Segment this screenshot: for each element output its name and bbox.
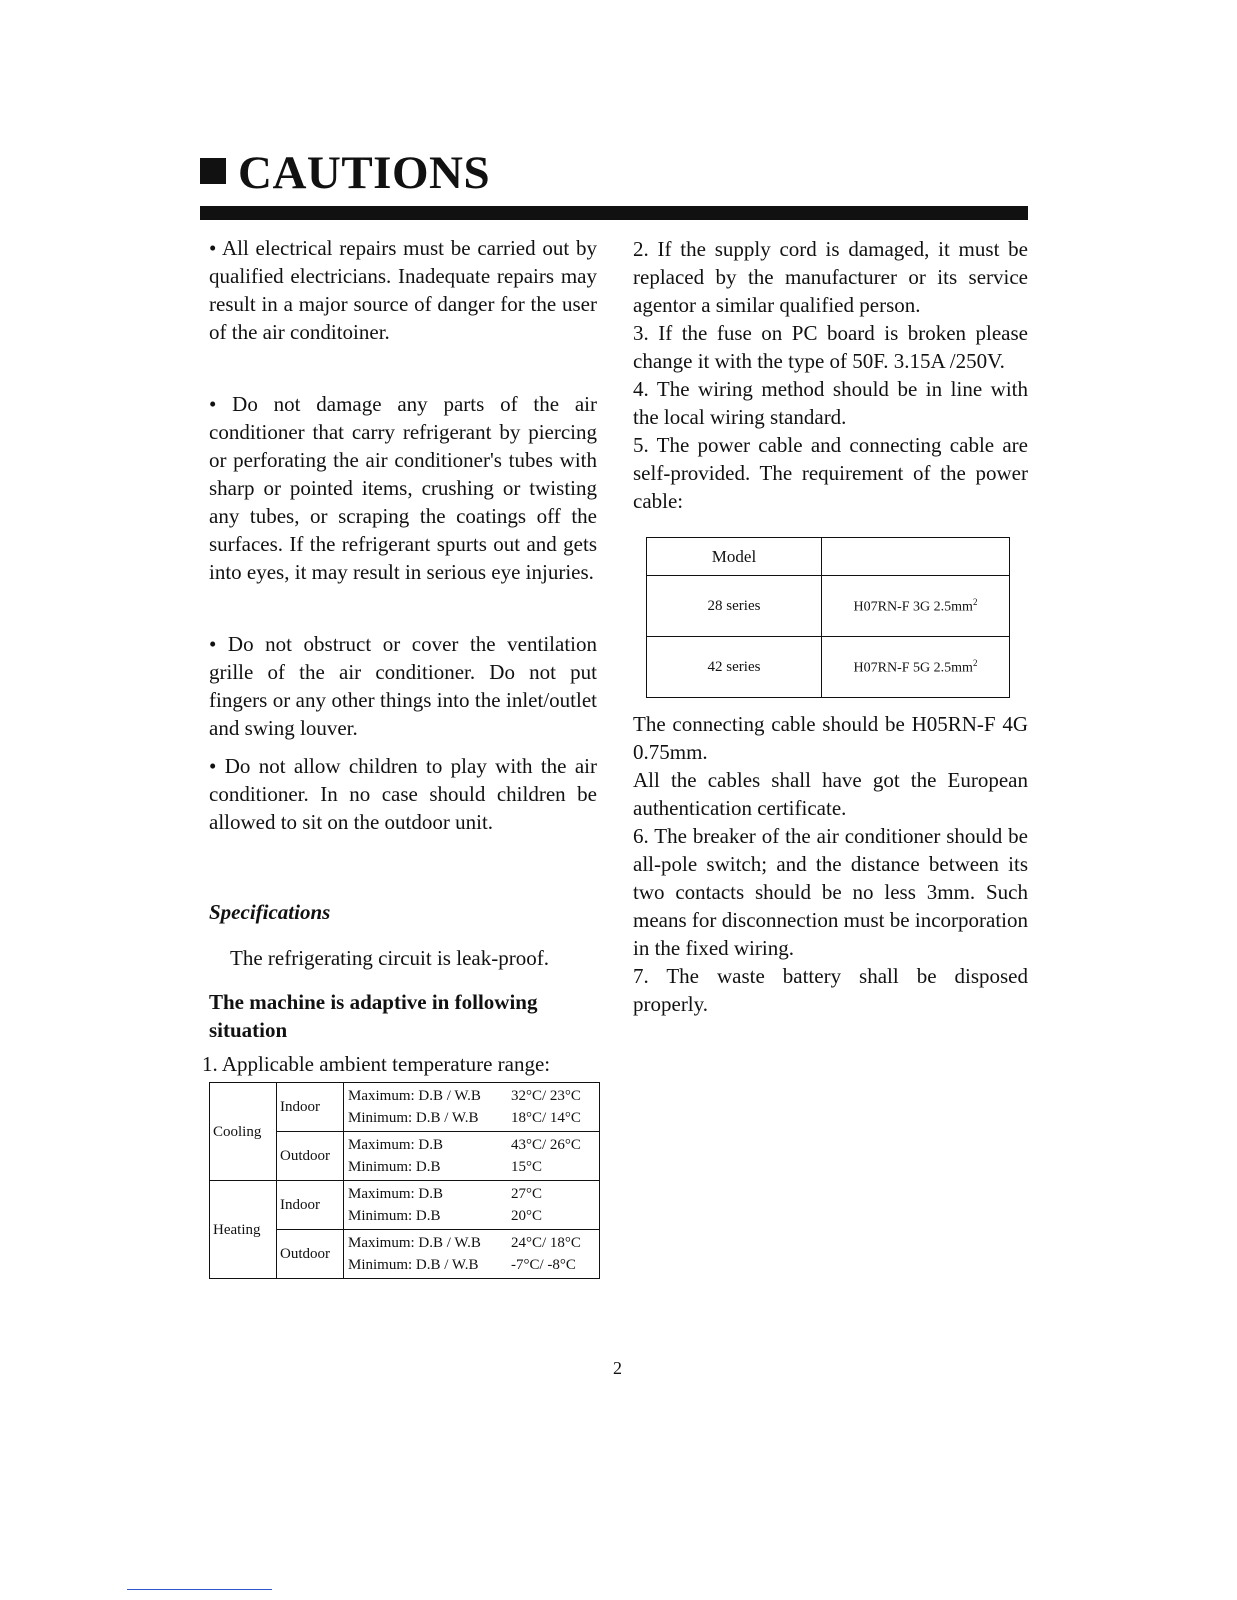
heating-indoor-max-label: Maximum: D.B [348,1186,444,1202]
title-square-icon [200,158,226,184]
page-number: 2 [613,1358,622,1378]
item-fuse: 3. If the fuse on PC board is broken please change it with the type of 50F. 3.15A /250V. [633,321,1028,373]
temperature-table [209,1082,600,1279]
cable-cell [822,576,1010,637]
heating-outdoor-min-label: Minimum: D.B / W.B [348,1257,479,1273]
cable-spec: H07RN-F 5G 2.5mm [853,660,973,676]
cooling-indoor-min-label: Minimum: D.B / W.B [348,1110,479,1126]
title-rule [200,206,1028,220]
footer-link-underline [127,1589,272,1590]
cable-spec-superscript: 2 [972,657,978,668]
caution-bullet-children: • Do not allow children to play with the air conditioner. In no case should children be allowed to sit on the outdoor unit. [209,754,597,834]
cooling-outdoor-label: Outdoor [277,1132,344,1181]
heating-outdoor-values [344,1230,600,1279]
heating-outdoor-label: Outdoor [277,1230,344,1279]
heating-indoor-values [344,1181,600,1230]
right-lower-column [633,710,1028,1018]
table-row [210,1181,600,1230]
model-cell: 42 series [647,637,822,698]
heating-outdoor-max-value: 24°C/ 18°C [511,1235,581,1251]
cooling-label: Cooling [210,1083,277,1181]
left-column [209,234,597,880]
page-title [200,143,490,203]
table-row [647,637,1010,698]
heating-indoor-min-value: 20°C [511,1208,543,1224]
table-row [210,1083,600,1132]
table-row [647,576,1010,637]
power-cable-table [646,537,1010,698]
item-wiring-method: 4. The wiring method should be in line with the local wiring standard. [633,377,1028,429]
table-row [647,538,1010,576]
breaker-item: 6. The breaker of the air conditioner should be all-pole switch; and the distance between its two contacts should be no less 3mm. Such means for disconnection must be incorporation in the fixed wiring. [633,824,1028,960]
caution-bullet-repairs: • All electrical repairs must be carried out by qualified electricians. Inadequate repairs may result in a major source of danger for the user of the air conditoiner. [209,236,597,344]
cooling-indoor-values [344,1083,600,1132]
cooling-outdoor-max-label: Maximum: D.B [348,1137,444,1153]
heating-label: Heating [210,1181,277,1279]
certificate-note: All the cables shall have got the European authentication certificate. [633,768,1028,820]
cooling-outdoor-min-label: Minimum: D.B [348,1159,441,1175]
model-header: Model [647,538,822,576]
cable-spec: H07RN-F 3G 2.5mm [853,599,973,615]
cable-spec-superscript: 2 [972,596,978,607]
heating-indoor-max-value: 27°C [511,1186,543,1202]
specifications-heading: Specifications [209,900,331,924]
adaptive-heading: The machine is adaptive in following situation [209,990,538,1042]
model-cell: 28 series [647,576,822,637]
cooling-indoor-max-label: Maximum: D.B / W.B [348,1088,481,1104]
heating-indoor-min-label: Minimum: D.B [348,1208,441,1224]
cable-cell [822,637,1010,698]
item-power-cable: 5. The power cable and connecting cable are self-provided. The requirement of the power cable: [633,433,1028,513]
connecting-cable-note: The connecting cable should be H05RN-F 4G 0.75mm. [633,712,1028,764]
specifications-text: The refrigerating circuit is leak-proof. [230,946,549,970]
cooling-indoor-min-value: 18°C/ 14°C [511,1110,581,1126]
cooling-outdoor-values [344,1132,600,1181]
right-column [633,235,1028,515]
cooling-indoor-max-value: 32°C/ 23°C [511,1088,581,1104]
caution-bullet-ventilation: • Do not obstruct or cover the ventilation grille of the air conditioner. Do not put fingers or any other things into the inlet/outlet and swing louver. [209,632,597,740]
heating-indoor-label: Indoor [277,1181,344,1230]
cable-header [822,538,1010,576]
cooling-indoor-label: Indoor [277,1083,344,1132]
page-title-text: CAUTIONS [238,147,491,199]
caution-bullet-refrigerant: • Do not damage any parts of the air conditioner that carry refrigerant by piercing or perforating the air conditioner's tubes with sharp or pointed items, crushing or twisting any tubes, or scraping the coatings off the surfaces. If the refrigerant spurts out and gets into eyes, it may result in serious eye injuries. [209,392,597,584]
cooling-outdoor-max-value: 43°C/ 26°C [511,1137,581,1153]
temperature-range-line: 1. Applicable ambient temperature range: [202,1052,551,1076]
battery-item: 7. The waste battery shall be disposed properly. [633,964,1028,1016]
item-supply-cord: 2. If the supply cord is damaged, it must be replaced by the manufacturer or its service agentor a similar qualified person. [633,237,1028,317]
cooling-outdoor-min-value: 15°C [511,1159,543,1175]
heating-outdoor-min-value: -7°C/ -8°C [511,1257,576,1273]
heating-outdoor-max-label: Maximum: D.B / W.B [348,1235,481,1251]
